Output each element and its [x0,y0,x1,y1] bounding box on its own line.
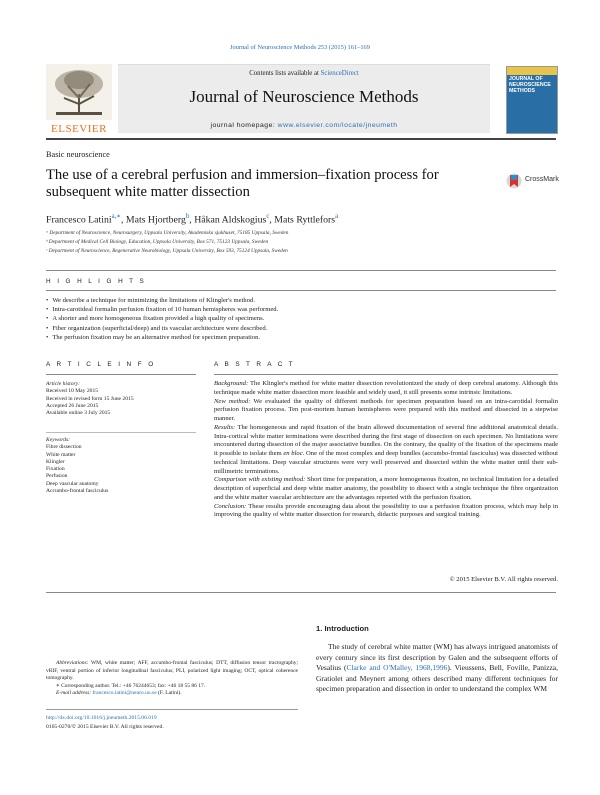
sciencedirect-link[interactable]: ScienceDirect [320,70,359,77]
text: The homogeneous and rapid fixation of the brain allowed documentation of several fine additional anatomical details. Intra-cortical white matter terminations were described during the first stage of dissection on each specimen. No limitations were encountered during dissection of the major associative bundles. On the contrary, the quality of the fixation of the specimens made it possible to isolate them [214,423,559,457]
crossmark-label: CrossMark [525,176,559,183]
history-item: Accepted 26 June 2015 [46,402,99,409]
email-link[interactable]: francesco.latini@neuro.uu.se [92,690,157,697]
text: (F. Latini). [156,690,182,697]
divider [46,592,556,593]
affiliation: ᵃ Department of Neuroscience, Neurosurgery, Uppsala University, Akademiska sjukhuset, 75185 Uppsala, Sweden [46,230,289,236]
keyword: Accumbo-frontal fasciculus [46,488,109,495]
history-item: Received in revised form 15 June 2015 [46,395,134,402]
highlights-heading: H I G H L I G H T S [46,278,147,285]
text: . One of the most complex and deep bundles (accumbo-frontal fasciculus) was dissected without technical limitations. Deep vascular structures were very well preserved and dissected within the white matter until their sub-millimetric terminations. [214,450,558,475]
divider [46,709,298,710]
text-italic: en bloc [283,450,303,457]
highlights-list [46,296,278,342]
affiliation: ᵇ Department of Medical Cell Biology, Education, Uppsala University, Box 571, 75123 Uppsala, Sweden [46,239,269,245]
affiliations [46,229,288,256]
history-label: Article history: [46,381,81,387]
crossmark-badge[interactable] [506,172,566,190]
author-sup[interactable]: a,∗ [111,213,121,220]
label: Results: [214,423,236,431]
issn: 0165-0270/© 2015 Elsevier B.V. All rights reserved. [46,723,164,730]
footnotes [46,660,298,698]
keyword: Deep vascular anatomy [46,480,99,487]
keywords [46,437,196,495]
author-name: Mats Hjortberg [125,214,186,226]
cover-title: JOURNAL OF NEUROSCIENCE METHODS [509,76,551,94]
highlight-item: • A shorter and more homogeneous fixation provided a high quality of specimens. [46,314,278,323]
abstract-results [214,424,558,477]
header-rule [46,138,556,140]
label: Comparison with existing method: [214,476,306,484]
contents-line [118,70,490,77]
keywords-label: Keywords: [46,437,71,443]
contents-prefix: Contents lists available at [249,70,321,77]
label: Conclusion: [214,502,247,510]
divider [214,374,558,375]
text: The study of cerebral white matter (WM) has always intrigued anatomists of every century since its first description by Galen and the subsequent efforts of Vesalius ( [316,642,558,672]
journal-title: Journal of Neuroscience Methods [189,87,419,106]
highlight-item: • Intra-carotideal formalin perfusion fixation of 10 human hemispheres was performed. [46,305,278,314]
highlight-item: • We describe a technique for minimizing the limitations of Klingler's method. [46,296,278,305]
author-name: Mats Ryttlefors [274,214,336,226]
abstract-new-method [214,398,558,424]
text: Short time for preparation, a more homogeneous fixation, no technical limitation for a detailed description of superficial and deep white matter anatomy, the possibility to dissect with a single technique the fibre organization and the white matter vascular architecture are the advantages reported with the perfusion fixation. [214,476,559,501]
highlight-item: • The perfusion fixation may be an alternative method for specimen preparation. [46,333,278,342]
elsevier-logo [46,64,112,130]
article-info-heading: A R T I C L E I N F O [46,361,156,368]
label: New method: [214,397,251,405]
author-name: Francesco Latini [46,214,112,226]
homepage-link[interactable]: www.elsevier.com/locate/jneumeth [277,122,398,129]
abbreviations: WM, white matter; AFF, accumbo-frontal fasciculus; DTT, diffusion tensor tractography; vRIF, ventral portion of inferior longitudinal fasciculus; PLI, polarized light imaging; OCT, optical coherence tomography. [46,660,298,682]
intro-heading: 1. Introduction [316,624,369,633]
text: ). Vieussens, Bell, Foville, Panizza, Gratiolet and Meynert among others described many different techniques for specimen preparation and dissection in order to understand the complex WM [316,663,558,693]
text: These results provide encouraging data about the possibility to use a perfusion fixation process, which may help in improving the quality of white matter dissection for research, didactic purposes and surgical training. [214,502,559,519]
highlight-item: • Fiber organization (superficial/deep) and its vascular architecture were described. [46,324,278,333]
keyword: Fixation [46,466,65,473]
author-sup[interactable]: c [266,213,270,220]
paper-title: The use of a cerebral perfusion and immersion–fixation process for subsequent white matter dissection [46,167,439,200]
text: The Klingler's method for white matter dissection revolutionized the study of deep cerebral anatomy. Although this technique made white matter dissection more feasible and widely used, it still presents some intrinsic limitations. [214,380,558,396]
elsevier-wordmark: ELSEVIER [51,123,107,135]
copyright: © 2015 Elsevier B.V. All rights reserved. [449,576,558,583]
abstract-comparison [214,476,558,502]
divider [46,270,556,271]
history-item: Available online 3 July 2015 [46,410,111,417]
abstract-heading: A B S T R A C T [214,361,296,368]
doi-block [46,714,164,731]
journal-citation[interactable]: Journal of Neuroscience Methods 253 (2015) 161–169 [230,44,370,51]
abstract-body [214,380,558,520]
abstract-background [214,380,558,398]
divider [46,432,196,433]
abstract-conclusion [214,503,558,521]
label: E-mail address: [56,690,92,697]
author-list: Francesco Latini$^{a,∗}$, Mats Hjortberg$^b$, Håkan Aldskogius$^c$, Mats Ryttlefors$^a$ [46,213,339,226]
divider [46,290,556,291]
keyword: Perfusion [46,473,68,480]
history-item: Received 10 May 2015 [46,388,99,395]
journal-homepage [118,122,490,129]
corresponding-author: ∗ Corresponding author. Tel.: +46 76244653; fax: +46 18 55 86 17. [56,682,206,689]
author-name: Håkan Aldskogius [194,214,267,226]
crossmark-icon [506,172,522,190]
label: Abbreviations: [56,660,89,666]
homepage-prefix: journal homepage: [210,122,278,129]
text: We evaluated the quality of different methods for specimen preparation based on an intra-carotidal formalin perfusion fixation process. Ten post-mortem human hemispheres were prepared with this method and dissected in a stepwise manner. [214,397,558,422]
keyword: Fibre dissection [46,444,82,451]
article-history [46,381,196,417]
author-sup[interactable]: a [335,213,339,220]
divider [46,374,196,375]
journal-cover [506,66,558,134]
section-type: Basic neuroscience [46,150,110,159]
keyword: White matter [46,451,76,458]
doi-link[interactable]: http://dx.doi.org/10.1016/j.jneumeth.2015.06.019 [46,715,157,721]
author-sup[interactable]: b [185,213,190,220]
affiliation: ᶜ Department of Neuroscience, Regenerative Neurobiology, Uppsala University, Box 593, 75124 Uppsala, Sweden [46,248,288,254]
keyword: Klingler [46,458,65,465]
label: Background: [214,380,249,387]
citation-link[interactable]: Clarke and O'Malley, 1968,1996 [346,663,448,672]
intro-text [316,642,558,695]
